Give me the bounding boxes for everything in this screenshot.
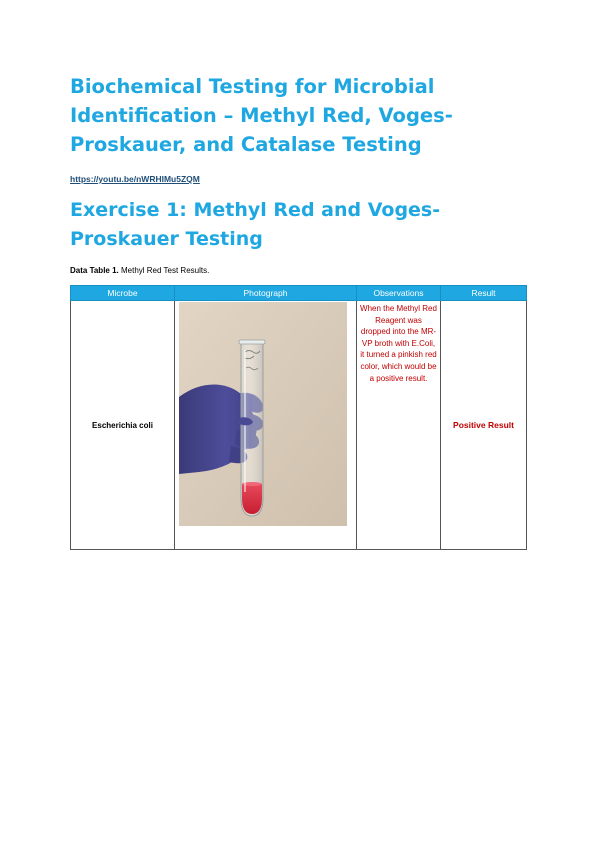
document-title: Biochemical Testing for Microbial Identification – Methyl Red, Voges-Proskauer, and Catalase Testing	[70, 75, 453, 156]
column-header-observations: Observations	[357, 286, 441, 301]
table-caption-text: Methyl Red Test Results.	[118, 266, 210, 275]
table-row	[71, 301, 527, 550]
column-header-result: Result	[441, 286, 527, 301]
column-header-photograph: Photograph	[175, 286, 357, 301]
table-caption	[70, 266, 209, 275]
column-header-microbe: Microbe	[71, 286, 175, 301]
video-link[interactable]: https://youtu.be/nWRHIMu5ZQM	[70, 174, 200, 184]
methyl-red-results-table	[70, 285, 527, 550]
cell-microbe: Escherichia coli	[71, 301, 175, 550]
cell-result: Positive Result	[441, 301, 527, 550]
exercise-heading: Exercise 1: Methyl Red and Voges-Proskauer Testing	[70, 199, 441, 250]
table-header-row	[71, 286, 527, 301]
table-caption-label: Data Table 1.	[70, 266, 119, 275]
test-tube-photo	[179, 302, 347, 526]
cell-photograph	[175, 301, 357, 550]
cell-observations: When the Methyl Red Reagent was dropped into the MR-VP broth with E.Coli, it turned a pinkish red color, which would be a positive result.	[357, 301, 441, 550]
